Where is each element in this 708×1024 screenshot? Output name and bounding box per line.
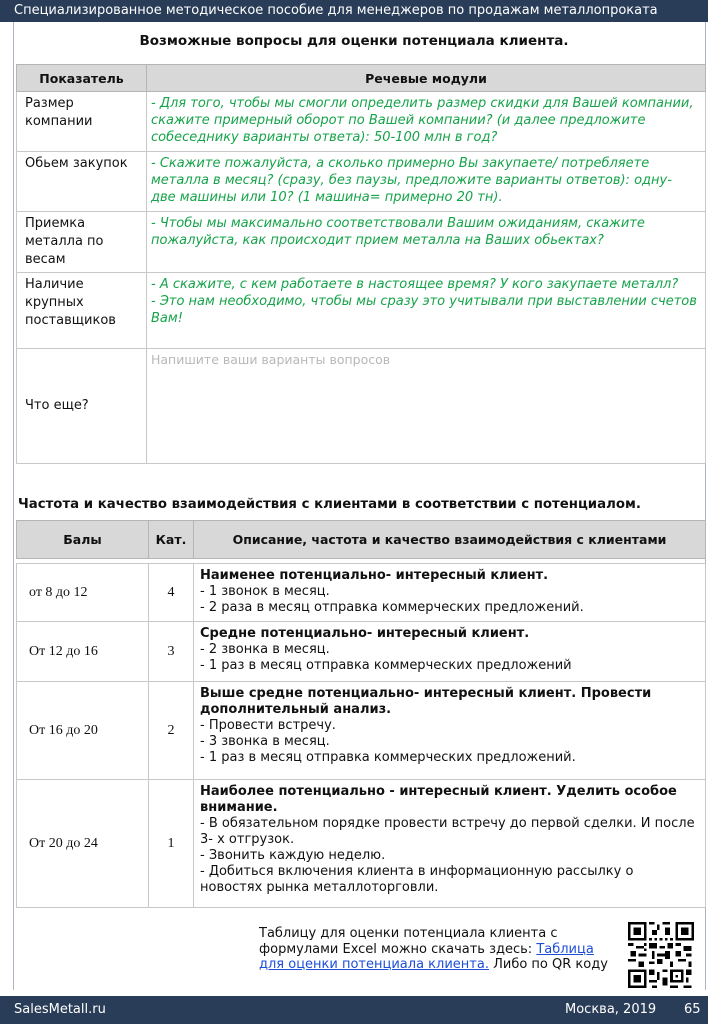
- speech-module: - Чтобы мы максимально соответствовали Вашим ожиданиям, скажите пожалуйста, как происходит прием металла на Ваших обьектах?: [147, 212, 706, 273]
- category: 1: [149, 780, 194, 908]
- speech-module: - Для того, чтобы мы смогли определить размер скидки для Вашей компании, скажите примерный оборот по Вашей компании? (и далее предложите собеседнику варианты ответа): 50-100 млн в год?: [147, 92, 706, 152]
- description: [194, 564, 706, 622]
- footer-site: SalesMetall.ru: [14, 1002, 106, 1017]
- table-row: [17, 92, 706, 152]
- description-item: - В обязательном порядке провести встречу до первой сделки. И после 3- х отгрузок.: [200, 816, 695, 847]
- description-item: - Провести встречу.: [200, 718, 336, 733]
- table-header-row: [17, 65, 706, 92]
- row-label: Обьем закупок: [17, 152, 147, 212]
- qr-code-icon[interactable]: [628, 922, 694, 988]
- description-heading: Наиболее потенциально - интересный клиент. Уделить особое внимание.: [200, 784, 677, 815]
- description: [194, 780, 706, 908]
- speech-line: - Это нам необходимо, чтобы мы сразу это учитывали при выставлении счетов Вам!: [151, 294, 697, 326]
- description-item: - 3 звонка в месяц.: [200, 734, 330, 749]
- questions-input-placeholder[interactable]: Напишите ваши варианты вопросов: [147, 349, 706, 464]
- table-row: [17, 152, 706, 212]
- excel-table-link[interactable]: Таблица для оценки потенциала клиента.: [259, 941, 594, 972]
- score-range: От 20 до 24: [17, 780, 149, 908]
- category: 2: [149, 682, 194, 780]
- description-item: - Добиться включения клиента в информационную рассылку о новостях рынка металлоторговли.: [200, 864, 634, 895]
- table-row: [17, 273, 706, 349]
- table-row: [17, 564, 706, 622]
- interaction-table: [16, 520, 706, 908]
- table-row: [17, 622, 706, 682]
- description-item: - 1 звонок в месяц.: [200, 584, 330, 599]
- table-row: [17, 349, 706, 464]
- table-header-row: [17, 521, 706, 559]
- row-label: Наличие крупных поставщиков: [17, 273, 147, 349]
- header-text: Специализированное методическое пособие для менеджеров по продажам металлопроката: [14, 3, 658, 18]
- section1-title: Возможные вопросы для оценки потенциала клиента.: [139, 33, 569, 49]
- description: [194, 622, 706, 682]
- description-item: - Звонить каждую неделю.: [200, 848, 386, 863]
- row-label: Приемка металла по весам: [17, 212, 147, 273]
- category: 4: [149, 564, 194, 622]
- table-row: [17, 780, 706, 908]
- section2-title: Частота и качество взаимодействия с клиентами в соответствии с потенциалом.: [18, 497, 641, 512]
- footnote-text: Таблицу для оценки потенциала клиента с формулами Excel можно скачать здесь:: [259, 926, 558, 957]
- description-item: - 2 звонка в месяц.: [200, 642, 330, 657]
- speech-module: [147, 273, 706, 349]
- footnote-text-after: Либо по QR коду: [488, 957, 608, 972]
- description: [194, 682, 706, 780]
- row-label: Что еще?: [17, 349, 147, 464]
- footer-bar: [0, 996, 708, 1024]
- col-category-header: Кат.: [149, 521, 194, 559]
- questions-table: [16, 64, 706, 464]
- col-indicator-header: Показатель: [17, 65, 147, 92]
- category: 3: [149, 622, 194, 682]
- table-row: [17, 212, 706, 273]
- footnote: [259, 926, 621, 973]
- score-range: От 12 до 16: [17, 622, 149, 682]
- description-heading: Выше средне потенциально- интересный клиент. Провести дополнительный анализ.: [200, 686, 652, 717]
- score-range: От 16 до 20: [17, 682, 149, 780]
- col-description-header: Описание, частота и качество взаимодействия с клиентами: [194, 521, 706, 559]
- col-speech-modules-header: Речевые модули: [147, 65, 706, 92]
- header-bar: [0, 0, 708, 22]
- description-item: - 1 раз в месяц отправка коммерческих предложений.: [200, 750, 576, 765]
- row-label: Размер компании: [17, 92, 147, 152]
- col-score-header: Балы: [17, 521, 149, 559]
- speech-module: - Скажите пожалуйста, а сколько примерно Вы закупаете/ потребляете металла в месяц? (сразу, без паузы, предложите варианты ответов): одну- две машины или 10? (1 машина= примерно 20 тн).: [147, 152, 706, 212]
- footer-city-year: Москва, 2019: [565, 1002, 657, 1017]
- description-heading: Наименее потенциально- интересный клиент.: [200, 568, 549, 583]
- description-item: - 1 раз в месяц отправка коммерческих предложений: [200, 658, 572, 673]
- description-heading: Средне потенциально- интересный клиент.: [200, 626, 530, 641]
- speech-line: - А скажите, с кем работаете в настоящее время? У кого закупаете металл?: [151, 277, 679, 292]
- score-range: от 8 до 12: [17, 564, 149, 622]
- page-number: 65: [684, 1002, 701, 1017]
- table-row: [17, 682, 706, 780]
- description-item: - 2 раза в месяц отправка коммерческих предложений.: [200, 600, 584, 615]
